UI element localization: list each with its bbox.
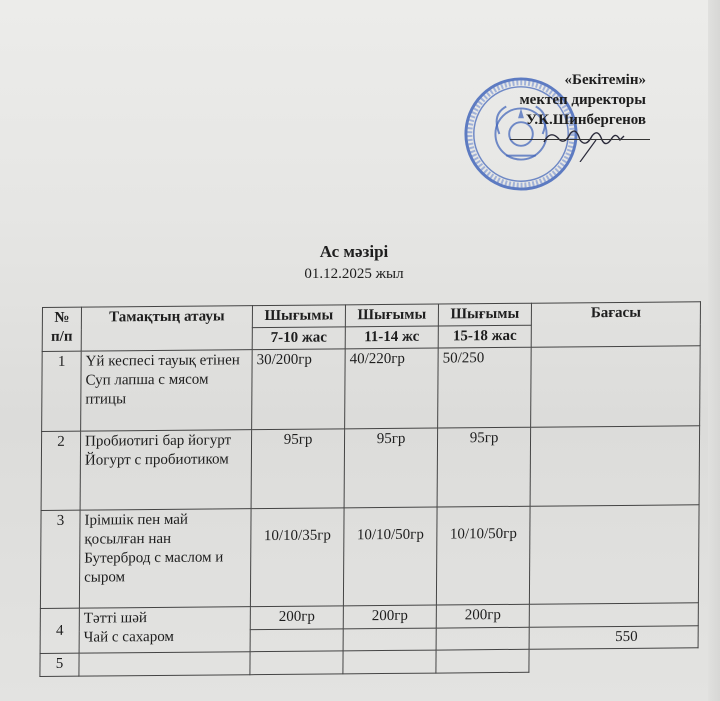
header-row (42, 302, 700, 330)
price-cell (531, 346, 701, 427)
row-number: 3 (40, 510, 80, 608)
dish-name (79, 652, 250, 676)
portion-15-18: 200гр (436, 604, 529, 628)
portion-11-14: 95гр (344, 428, 438, 508)
dish-name-kz: Тәтті шәй (83, 610, 147, 627)
portion-11-14 (343, 650, 436, 674)
table-row (40, 648, 698, 677)
header-name: Тамақтың атауы (81, 306, 252, 351)
signature-line (510, 139, 650, 140)
portion-15-18: 95гр (437, 427, 531, 507)
dish-name-ru: Йогурт с пробиотиком (84, 451, 229, 469)
price-cell (529, 648, 698, 672)
signature-icon (536, 122, 646, 162)
portion-15-18: 50/250 (438, 347, 532, 428)
portion-7-10: 10/10/35гр (250, 508, 344, 607)
portion-11-14-blank (343, 628, 436, 651)
menu-table (39, 301, 701, 677)
portion-7-10-blank (250, 629, 343, 652)
portion-7-10: 95гр (251, 429, 345, 509)
table-row (41, 426, 700, 511)
dish-name-kz: Үй кеспесі тауық етінен (85, 352, 240, 370)
dish-name (80, 430, 252, 510)
row-number: 5 (40, 653, 79, 676)
dish-name (79, 607, 250, 653)
portion-7-10: 200гр (250, 606, 343, 630)
table-row (42, 346, 701, 432)
approval-heading: «Бекітемін» (564, 72, 646, 88)
document-date: 01.12.2025 жыл (304, 266, 404, 282)
portion-11-14: 40/220гр (345, 348, 439, 429)
portion-15-18-blank (436, 627, 529, 650)
portion-15-18: 10/10/50гр (436, 506, 530, 605)
row-number: 2 (41, 431, 81, 510)
dish-name-kz: Пробиотигі бар йогурт (85, 432, 232, 450)
approval-block (519, 70, 646, 130)
header-no: № п/п (42, 307, 81, 351)
header-portion-3: Шығымы (438, 303, 531, 326)
portion-11-14: 200гр (343, 605, 436, 629)
portion-7-10 (250, 651, 343, 675)
row-number: 4 (40, 608, 79, 653)
approval-name: У.К.Шинбергенов (525, 112, 646, 128)
dish-name (79, 509, 251, 609)
dish-name (81, 350, 253, 431)
header-portion-2: Шығымы (345, 304, 438, 327)
header-age-3: 15-18 жас (438, 325, 531, 348)
price-cell (529, 603, 698, 627)
dish-name-ru: Бутерброд с маслом и сыром (84, 549, 224, 586)
price-cell (529, 505, 699, 604)
portion-15-18 (436, 649, 529, 673)
total-price: 550 (529, 626, 698, 649)
portion-7-10: 30/200гр (252, 349, 346, 430)
header-age-2: 11-14 жс (345, 326, 438, 349)
document-title: Ас мәзірі (319, 242, 389, 261)
dish-name-ru: Суп лапша с мясом птицы (85, 371, 209, 408)
dish-name-ru: Чай с сахаром (83, 628, 175, 646)
header-portion-1: Шығымы (252, 305, 345, 328)
portion-11-14: 10/10/50гр (343, 507, 437, 606)
row-number: 1 (42, 351, 82, 431)
approval-position: мектеп директоры (519, 92, 646, 108)
header-price: Бағасы (531, 302, 700, 347)
table-row (40, 505, 699, 609)
dish-name-kz: Ірімшік пен май қосылған нан (84, 511, 189, 548)
header-age-1: 7-10 жас (252, 327, 345, 350)
price-cell (530, 426, 700, 506)
